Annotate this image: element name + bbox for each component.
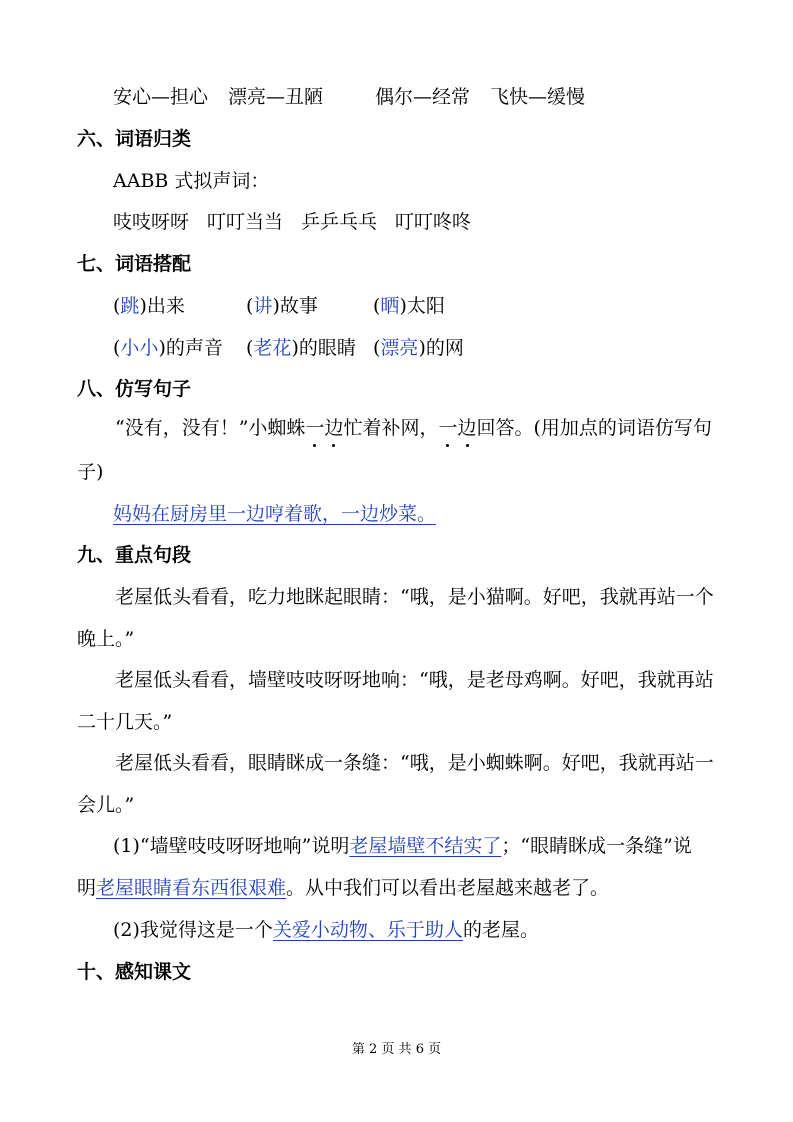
- passage-paragraph-1: 老屋低头看看，吃力地眯起眼睛：“哦，是小猫啊。好吧，我就再站一个: [115, 586, 714, 608]
- answer-text: 关爱小动物、乐于助人: [272, 919, 463, 941]
- passage-paragraph-3: 老屋低头看看，眼睛眯成一条缝：“哦，是小蜘蛛啊。好吧，我就再站一: [115, 752, 714, 774]
- emphasis-char: 边: [324, 417, 344, 439]
- collocation-item: (晒)太阳: [373, 295, 445, 317]
- collocation-item: (老花)的眼睛: [246, 337, 356, 359]
- answer-text: 跳: [120, 295, 140, 317]
- passage-paragraph-2-cont: 二十几天。”: [77, 711, 173, 733]
- emphasis-char: 一: [438, 417, 458, 439]
- passage-paragraph-3-cont: 会儿。”: [77, 794, 135, 816]
- onomatopoeia-list: [113, 210, 471, 234]
- collocation-item: (讲)故事: [246, 295, 318, 317]
- collocation-item: (跳)出来: [113, 295, 185, 317]
- section-heading-10: 十、感知课文: [77, 961, 192, 983]
- passage-paragraph-2: 老屋低头看看，墙壁吱吱呀呀地响：“哦，是老母鸡啊。好吧，我就再站: [115, 669, 714, 691]
- word: 乒乒乓乓: [301, 211, 378, 233]
- word: 叮叮当当: [207, 211, 284, 233]
- answer-text: 漂亮: [380, 337, 419, 359]
- section-heading-8: 八、仿写句子: [77, 378, 192, 400]
- answer-text: 老花: [253, 337, 292, 359]
- answer-text: 老屋墙壁不结实了: [349, 835, 502, 857]
- answer-text: 小小: [120, 337, 159, 359]
- question-1: (1)“墙壁吱吱呀呀地响”说明老屋墙壁不结实了；“眼睛眯成一条缝”说: [113, 835, 692, 857]
- antonym-pair: 漂亮—丑陋: [228, 86, 324, 108]
- antonym-line: [113, 85, 585, 109]
- question-2: (2)我觉得这是一个关爱小动物、乐于助人的老屋。: [113, 919, 539, 941]
- word: 叮叮咚咚: [395, 211, 472, 233]
- page-number: 第 2 页 共 6 页: [351, 1042, 442, 1057]
- question-1-cont: 明老屋眼睛看东西很艰难。从中我们可以看出老屋越来越老了。: [77, 877, 610, 899]
- word: 吱吱呀呀: [113, 211, 190, 233]
- answer-text: 晒: [380, 295, 400, 317]
- antonym-pair: 飞快—缓慢: [490, 86, 586, 108]
- passage-paragraph-1-cont: 晚上。”: [77, 628, 135, 650]
- collocation-item: (小小)的声音: [113, 337, 223, 359]
- imitation-prompt: “没有，没有！”小蜘蛛一边忙着补网，一边回答。(用加点的词语仿写句: [115, 417, 712, 439]
- imitation-answer: 妈妈在厨房里一边哼着歌，一边炒菜。: [113, 503, 437, 525]
- antonym-pair: 偶尔—经常: [375, 86, 471, 108]
- section-heading-6: 六、词语归类: [77, 128, 192, 150]
- section-heading-7: 七、词语搭配: [77, 253, 192, 275]
- section-heading-9: 九、重点句段: [77, 544, 192, 566]
- answer-text: 老屋眼睛看东西很艰难: [96, 877, 287, 899]
- emphasis-char: 边: [457, 417, 477, 439]
- antonym-pair: 安心—担心: [113, 86, 209, 108]
- category-label: AABB 式拟声词：: [113, 170, 270, 192]
- answer-text: 讲: [253, 295, 273, 317]
- emphasis-char: 一: [305, 417, 325, 439]
- imitation-prompt-cont: 子): [77, 461, 104, 483]
- collocation-item: (漂亮)的网: [373, 337, 464, 359]
